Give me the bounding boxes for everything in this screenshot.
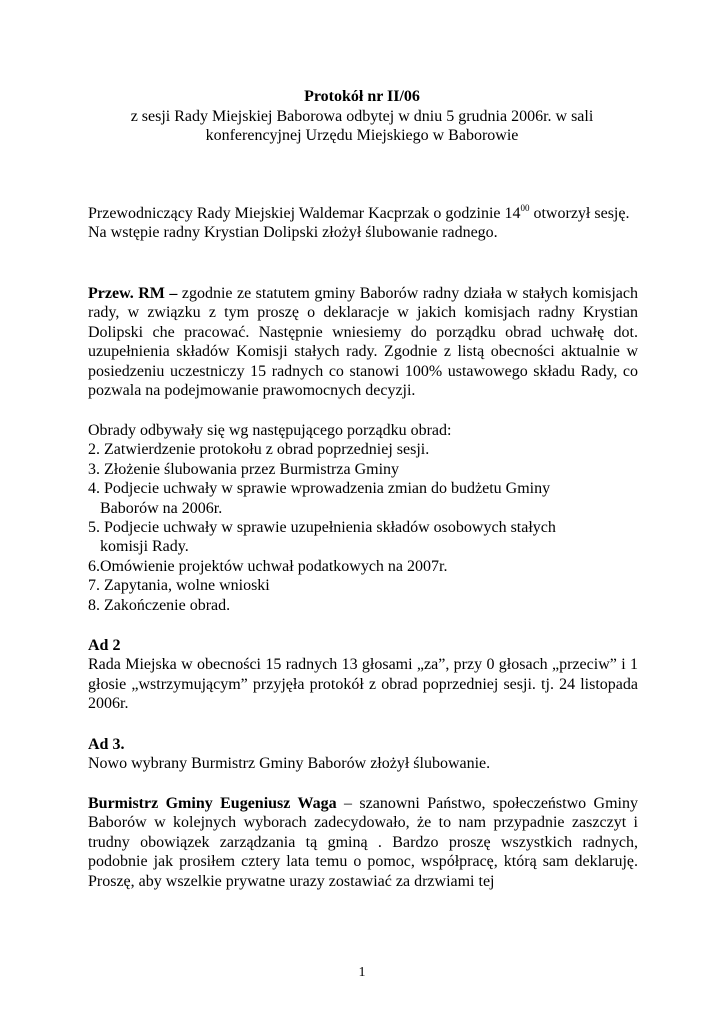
agenda-item: 4. Podjecie uchwały w sprawie wprowadzenia zmian do budżetu Gminy <box>88 480 551 498</box>
ad2-heading <box>88 636 638 655</box>
ad3-heading-text: Ad 3. <box>88 736 125 753</box>
mayor-statement <box>88 794 638 891</box>
opening-time-superscript: 00 <box>520 203 530 213</box>
oath-line: Na wstępie radny Krystian Dolipski złożył ślubowanie radnego. <box>88 224 498 242</box>
agenda-item: 7. Zapytania, wolne wnioski <box>88 577 270 595</box>
agenda <box>88 421 638 615</box>
agenda-item: 3. Złożenie ślubowania przez Burmistrza Gminy <box>88 460 400 478</box>
document-subtitle-line1: z sesji Rady Miejskiej Baborowa odbytej w dniu 5 grudnia 2006r. w sali <box>130 107 594 125</box>
ad3-text: Nowo wybrany Burmistrz Gminy Baborów złożył ślubowanie. <box>88 755 491 773</box>
document-header <box>60 87 664 146</box>
agenda-item-continuation: komisji Rady. <box>100 538 189 556</box>
chairman-statement <box>88 284 638 400</box>
agenda-item: 6.Omówienie projektów uchwał podatkowych na 2007r. <box>88 557 448 575</box>
mayor-speaker: Burmistrz Gminy Eugeniusz Waga <box>88 795 337 812</box>
ad2-section <box>88 636 638 714</box>
opening-paragraph <box>88 204 638 243</box>
mayor-paragraph <box>88 794 638 891</box>
opening-text-after: otworzył sesję. <box>529 205 630 222</box>
agenda-item: 2. Zatwierdzenie protokołu z obrad poprzedniej sesji. <box>88 441 430 459</box>
agenda-item: 5. Podjecie uchwały w sprawie uzupełnienia składów osobowych stałych <box>88 519 556 537</box>
ad3-section <box>88 735 638 774</box>
mayor-text: – szanowni Państwo, społeczeństwo Gminy Baborów w kolejnych wyborach zadecydowało, że to nam przypadnie zaszczyt i trudny obowiązek zarządzania tą gminą . Bardzo proszę wszystkich radnych, podobnie jak prosiłem cztery lata temu o pomoc, współpracę, którą sam deklaruję. Proszę, aby wszelkie prywatne urazy zostawiać za drzwiami tej <box>88 795 639 890</box>
chairman-text: zgodnie ze statutem gminy Baborów radny działa w stałych komisjach rady, w związku z tym proszę o deklaracje w jakich komisjach radny Krystian Dolipski che pracować. Następnie wniesiemy do porządku obrad uchwałę dot. uzupełnienia składów Komisji stałych rady. Zgodnie z listą obecności aktualnie w posiedzeniu uczestniczy 15 radnych co stanowi 100% ustawowego składu Rady, co pozwala na podejmowanie prawomocnych decyzji. <box>88 285 638 400</box>
page-number: 1 <box>358 965 366 980</box>
document-title: Protokół nr II/06 <box>304 88 420 105</box>
document-subtitle-line2: konferencyjnej Urzędu Miejskiego w Baborowie <box>205 127 519 144</box>
ad2-heading-text: Ad 2 <box>88 637 121 654</box>
ad3-heading <box>88 735 638 754</box>
chairman-paragraph <box>88 284 638 400</box>
opening-line <box>88 204 638 223</box>
ad2-text: Rada Miejska w obecności 15 radnych 13 głosami „za”, przy 0 głosach „przeciw” i 1 głosie „wstrzymującym” przyjęła protokół z obrad poprzedniej sesji. tj. 24 listopada 2006r. <box>88 656 638 713</box>
agenda-intro: Obrady odbywały się wg następującego porządku obrad: <box>88 422 452 439</box>
agenda-item: 8. Zakończenie obrad. <box>88 596 231 614</box>
agenda-item-continuation: Baborów na 2006r. <box>100 499 223 517</box>
opening-text: Przewodniczący Rady Miejskiej Waldemar Kacprzak o godzinie 14 <box>88 205 521 222</box>
chairman-speaker: Przew. RM – <box>88 285 178 302</box>
